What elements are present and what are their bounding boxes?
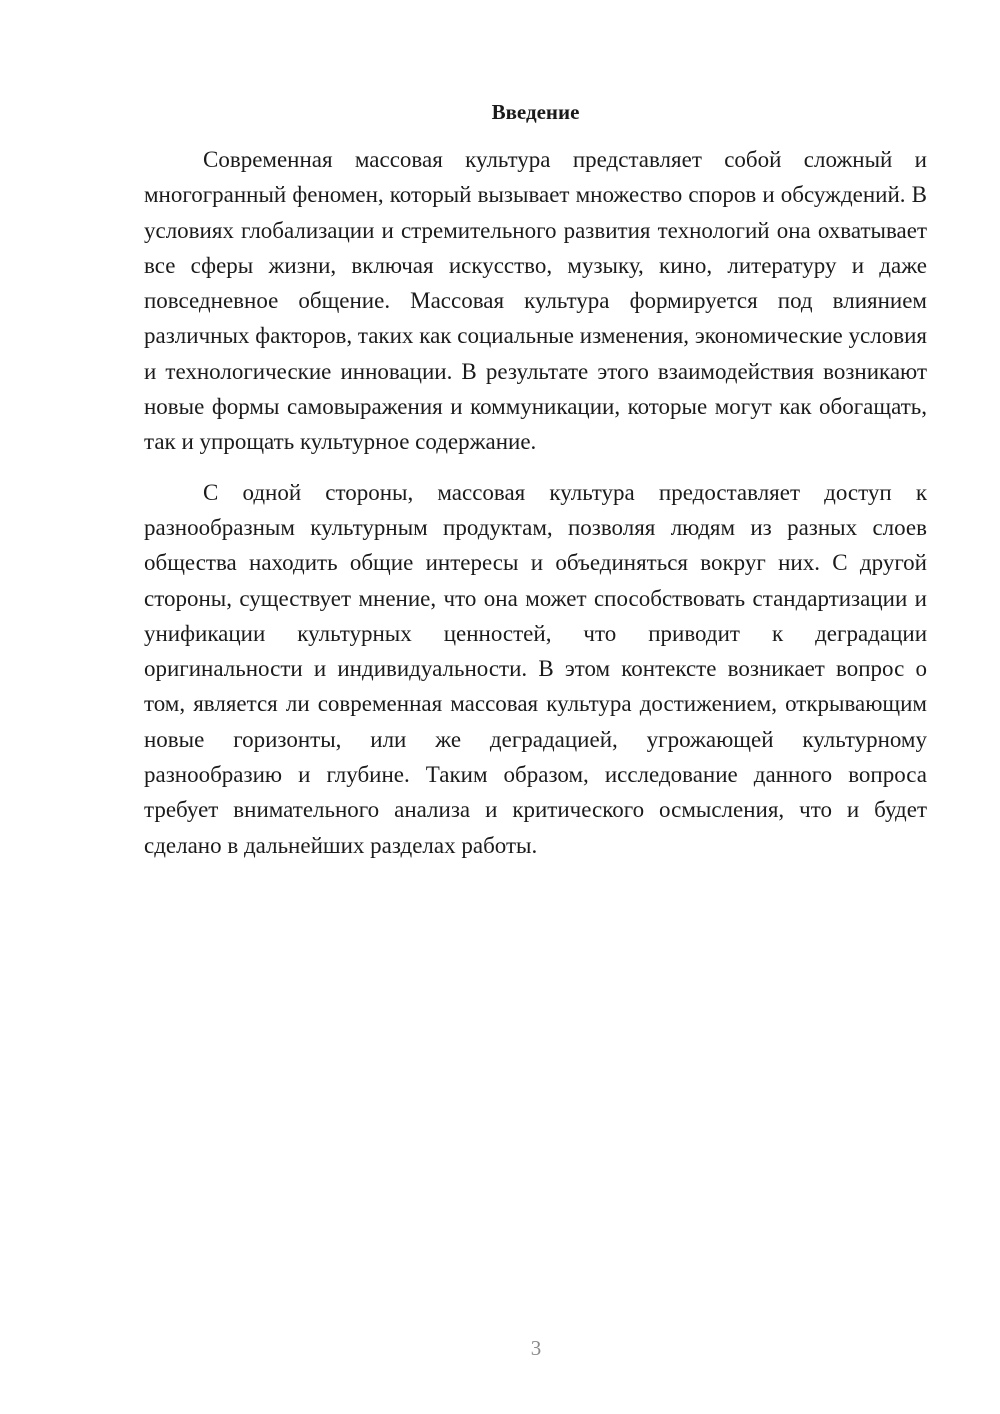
body-text xyxy=(144,142,927,863)
page-number: 3 xyxy=(530,1336,542,1360)
paragraph-2: С одной стороны, массовая культура предоставляет доступ к разнообразным культурным продуктам, позволяя людям из разных слоев общества находить общие интересы и объединяться вокруг них. С другой стороны, существует мнение, что она может способствовать стандартизации и унификации культурных ценностей, что приводит к деградации оригинальности и индивидуальности. В этом контексте возникает вопрос о том, является ли современная массовая культура достижением, открывающим новые горизонты, или же деградацией, угрожающей культурному разнообразию и глубине. Таким образом, исследование данного вопроса требует внимательного анализа и критического осмысления, что и будет сделано в дальнейших разделах работы. xyxy=(144,479,927,858)
section-heading: Введение xyxy=(491,100,580,124)
paragraph-1: Современная массовая культура представляет собой сложный и многогранный феномен, который вызывает множество споров и обсуждений. В условиях глобализации и стремительного развития технологий она охватывает все сферы жизни, включая искусство, музыку, кино, литературу и даже повседневное общение. Массовая культура формируется под влиянием различных факторов, таких как социальные изменения, экономические условия и технологические инновации. В результате этого взаимодействия возникают новые формы самовыражения и коммуникации, которые могут как обогащать, так и упрощать культурное содержание. xyxy=(144,147,927,455)
